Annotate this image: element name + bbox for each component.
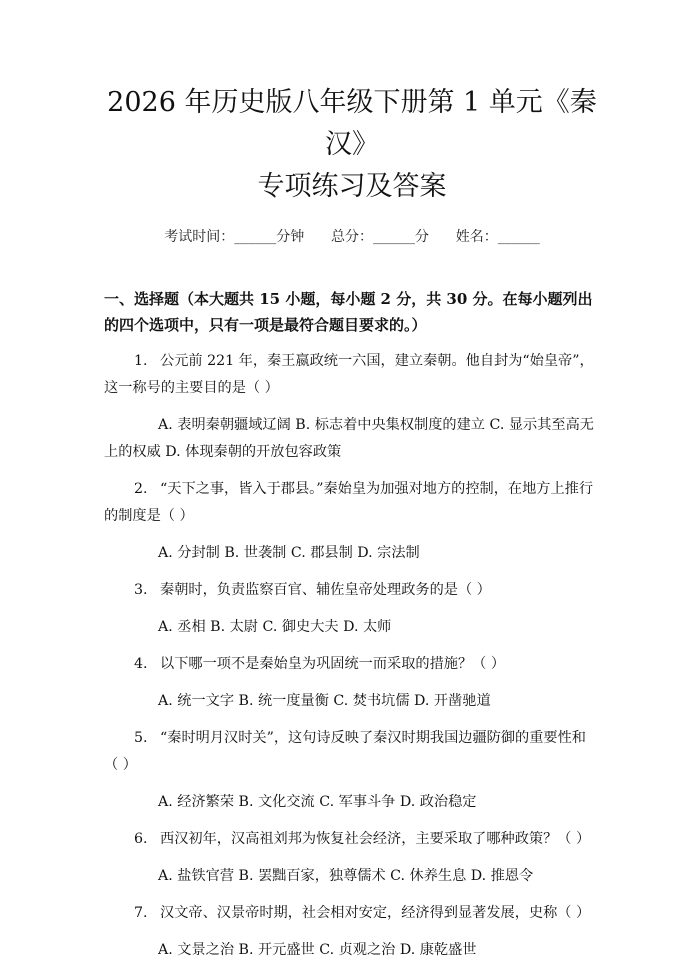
question-stem: 公元前 221 年，秦王嬴政统一六国，建立秦朝。他自封为“始皇帝”，这一称号的主要目的是（ ） <box>104 353 594 396</box>
title-line-2: 专项练习及答案 <box>257 171 447 202</box>
question-stem: 西汉初年，汉高祖刘邦为恢复社会经济，主要采取了哪种政策？（ ） <box>160 831 591 847</box>
question-stem: “秦时明月汉时关”，这句诗反映了秦汉时期我国边疆防御的重要性和（ ） <box>104 730 586 773</box>
question-2 <box>104 476 600 530</box>
question-6-options: A. 盐铁官营 B. 罢黜百家，独尊儒术 C. 休养生息 D. 推恩令 <box>158 868 534 884</box>
question-7 <box>104 900 600 927</box>
title-line-1: 2026 年历史版八年级下册第 1 单元《秦汉》 <box>107 87 597 160</box>
question-stem: 秦朝时，负责监察百官、辅佐皇帝处理政务的是（ ） <box>160 582 491 598</box>
question-number: 5. <box>134 730 148 746</box>
question-list <box>104 348 600 964</box>
question-number: 4. <box>134 656 148 672</box>
exam-meta: 考试时间：______分钟 总分：______分 姓名：______ <box>164 229 540 245</box>
question-4-options: A. 统一文字 B. 统一度量衡 C. 焚书坑儒 D. 开凿驰道 <box>158 693 491 709</box>
question-5 <box>104 725 600 779</box>
question-5-options: A. 经济繁荣 B. 文化交流 C. 军事斗争 D. 政治稳定 <box>158 794 477 810</box>
question-number: 6. <box>134 831 148 847</box>
question-2-options: A. 分封制 B. 世袭制 C. 郡县制 D. 宗法制 <box>158 545 420 561</box>
question-number: 3. <box>134 582 148 598</box>
section-heading: 一、选择题（本大题共 15 小题，每小题 2 分，共 30 分。在每小题列出的四个选项中，只有一项是最符合题目要求的。） <box>104 290 593 334</box>
question-3 <box>104 577 600 604</box>
question-stem: “天下之事，皆入于郡县。”秦始皇为加强对地方的控制，在地方上推行的制度是（ ） <box>104 481 594 524</box>
page-title <box>104 0 600 208</box>
question-number: 7. <box>134 905 148 921</box>
question-stem: 汉文帝、汉景帝时期，社会相对安定，经济得到显著发展，史称（ ） <box>160 905 591 921</box>
question-1 <box>104 348 600 402</box>
question-number: 1. <box>134 353 148 369</box>
question-number: 2. <box>134 481 148 497</box>
question-stem: 以下哪一项不是秦始皇为巩固统一而采取的措施？（ ） <box>160 656 506 672</box>
question-6 <box>104 826 600 853</box>
question-1-options: A. 表明秦朝疆域辽阔 B. 标志着中央集权制度的建立 C. 显示其至高无上的权威 D. 体现秦朝的开放包容政策 <box>104 417 594 460</box>
question-7-options: A. 文景之治 B. 开元盛世 C. 贞观之治 D. 康乾盛世 <box>158 942 477 958</box>
question-3-options: A. 丞相 B. 太尉 C. 御史大夫 D. 太师 <box>158 619 392 635</box>
question-4 <box>104 651 600 678</box>
